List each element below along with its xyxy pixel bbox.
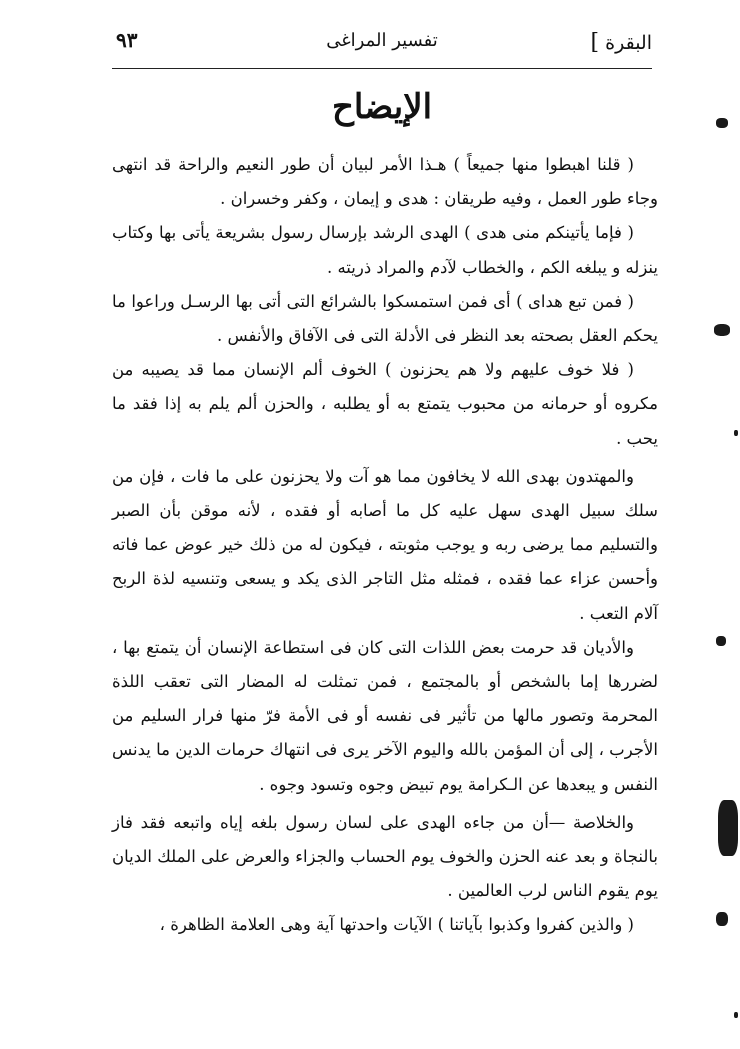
surah-name: البقرة ]: [590, 30, 652, 55]
header-bracket: ]: [590, 30, 600, 55]
scan-speck: [716, 118, 728, 128]
scan-speck: [718, 800, 738, 856]
section-title: الإيضاح: [331, 87, 433, 127]
book-title: تفسير المراغى: [326, 30, 438, 51]
page-header: [112, 28, 652, 62]
scan-speck: [714, 324, 730, 336]
paragraph: ( والذين كفروا وكذبوا بآياتنا ) الآيات واحدتها آية وهى العلامة الظاهرة ،: [159, 915, 634, 935]
scan-speck: [734, 1012, 738, 1018]
scan-speck: [716, 636, 726, 646]
paragraph: والمهتدون بهدى الله لا يخافون مما هو آت ولا يحزنون على ما فات ، فإن من سلك سبيل الهدى سهل عليه كل ما أصابه أو فقده ، لأنه موقن بأن الصبر والتسليم مما يرضى ربه و يوجب مثوبته ، فيكون له من ذلك خير عوض عما فاته وأحسن عزاء عما فقده ، فمثله مثل التاجر الذى يكد و يسعى وتنسيه لذة الربح آلام التعب .: [112, 466, 658, 623]
header-rule: [112, 68, 652, 69]
body-text: [112, 148, 658, 943]
paragraph: ( فمن تبع هداى ) أى فمن استمسكوا بالشرائع التى أتى بها الرسـل وراعوا ما يحكم العقل بصحته بعد النظر فى الأدلة التى فى الآفاق والأنفس .: [112, 291, 658, 346]
paragraph: ( قلنا اهبطوا منها جميعاً ) هـذا الأمر لبيان أن طور النعيم والراحة قد انتهى وجاء طور العمل ، وفيه طريقان : هدى و إيمان ، وكفر وخسران .: [112, 155, 658, 209]
paragraph: ( فلا خوف عليهم ولا هم يحزنون ) الخوف ألم الإنسان مما قد يصيبه من مكروه أو حرمانه من محبوب يتمتع به أو يطلبه ، والحزن ألم يلم به إذا فقد ما يحب .: [112, 360, 658, 448]
scan-speck: [734, 430, 738, 436]
scan-speck: [716, 912, 728, 926]
paragraph: والخلاصة —أن من جاءه الهدى على لسان رسول بلغه إياه واتبعه فقد فاز بالنجاة و بعد عنه الحزن والخوف يوم الحساب والجزاء والعرض على الملك الديان يوم يقوم الناس لرب العالمين .: [112, 812, 658, 901]
page-number: ٩٣: [116, 28, 138, 52]
paragraph: والأديان قد حرمت بعض اللذات التى كان فى استطاعة الإنسان أن يتمتع بها ، لضررها إما بالشخص أو بالمجتمع ، فمن تمثلت له المضار التى تعقب اللذة المحرمة وتصور مالها من تأثير فى نفسه أو فى الأمة فرّ منها فرار السليم من الأجرب ، إلى أن المؤمن بالله واليوم الآخر يرى فى انتهاك حرمات الدين ما يدنس النفس و يبعدها عن الـكرامة يوم تبيض وجوه وتسود وجوه .: [112, 637, 658, 794]
paragraph: ( فإما يأتينكم منى هدى ) الهدى الرشد بإرسال رسول بشريعة يأتى بها وكتاب ينزله و يبلغه الكم ، والخطاب لآدم والمراد ذريته .: [112, 223, 658, 277]
